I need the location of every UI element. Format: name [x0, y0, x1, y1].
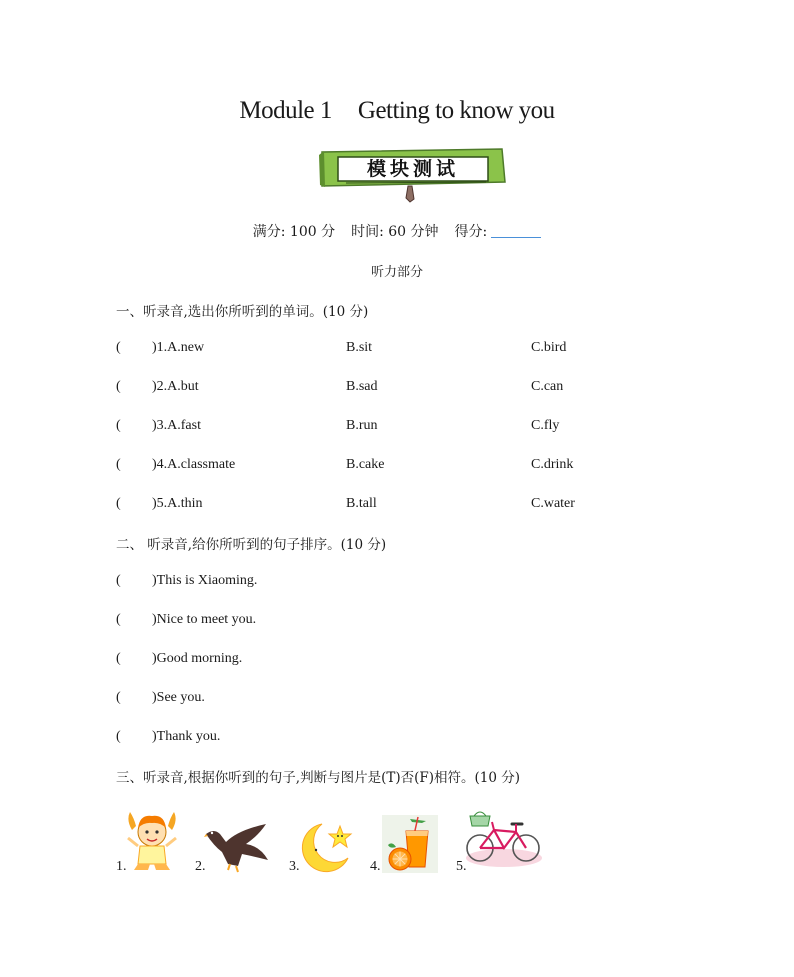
option-b: B.run	[346, 418, 378, 433]
answer-blank[interactable]: (	[116, 418, 121, 433]
option-c: C.bird	[531, 340, 567, 355]
answer-blank[interactable]: (	[116, 690, 121, 705]
option-a: )2.A.but	[152, 379, 199, 394]
option-c: C.fly	[531, 418, 560, 433]
option-b: B.sad	[346, 379, 378, 394]
picture-5-label: 5.	[456, 859, 467, 874]
full-marks: 满分: 100 分	[252, 224, 336, 240]
score-line	[0, 221, 794, 241]
cartoon-child-icon	[124, 808, 180, 874]
q2-item-3	[116, 651, 242, 667]
score-blank[interactable]	[491, 237, 541, 238]
option-a: )1.A.new	[152, 340, 205, 355]
answer-blank[interactable]: (	[116, 612, 121, 627]
answer-blank[interactable]: (	[116, 379, 121, 394]
sentence-text: )See you.	[152, 690, 205, 705]
module-label: Module 1	[239, 97, 332, 124]
banner-text: 模块测试	[366, 158, 459, 180]
picture-1-label: 1.	[116, 859, 127, 874]
sentence-text: )Good morning.	[152, 651, 243, 666]
option-c: C.drink	[531, 457, 574, 472]
page-title	[0, 97, 794, 125]
option-c: C.water	[531, 496, 575, 511]
answer-blank[interactable]: (	[116, 729, 121, 744]
bicycle-icon	[464, 806, 544, 868]
option-a: )5.A.thin	[152, 496, 203, 511]
q1-item-4	[116, 457, 716, 473]
question-3-title: 三、听录音,根据你听到的句子,判断与图片是(T)否(F)相符。(10 分)	[116, 770, 521, 786]
module-subtitle: Getting to know you	[357, 97, 555, 124]
picture-2-label: 2.	[195, 859, 206, 874]
moon-star-icon	[300, 820, 354, 874]
picture-3-label: 3.	[289, 859, 300, 874]
option-b: B.sit	[346, 340, 373, 355]
answer-blank[interactable]: (	[116, 457, 121, 472]
answer-blank[interactable]: (	[116, 573, 121, 588]
score-label: 得分:	[454, 224, 488, 240]
sentence-text: )Nice to meet you.	[152, 612, 257, 627]
option-c: C.can	[531, 379, 564, 394]
orange-juice-icon	[382, 815, 438, 873]
eagle-icon	[204, 820, 270, 874]
question-1-title: 一、听录音,选出你所听到的单词。(10 分)	[116, 304, 369, 320]
q2-item-5	[116, 729, 220, 745]
picture-4-label: 4.	[370, 859, 381, 874]
q2-item-4	[116, 690, 205, 706]
module-test-banner	[316, 146, 508, 204]
question-2-title: 二、 听录音,给你所听到的句子排序。(10 分)	[116, 537, 387, 553]
sentence-text: )This is Xiaoming.	[152, 573, 258, 588]
option-b: B.cake	[346, 457, 385, 472]
answer-blank[interactable]: (	[116, 651, 121, 666]
q1-item-1	[116, 340, 716, 356]
q2-item-1	[116, 573, 257, 589]
sentence-text: )Thank you.	[152, 729, 221, 744]
time-limit: 时间: 60 分钟	[351, 224, 439, 240]
option-a: )3.A.fast	[152, 418, 201, 433]
answer-blank[interactable]: (	[116, 496, 121, 511]
q1-item-5	[116, 496, 716, 512]
option-a: )4.A.classmate	[152, 457, 236, 472]
q2-item-2	[116, 612, 256, 628]
answer-blank[interactable]: (	[116, 340, 121, 355]
option-b: B.tall	[346, 496, 377, 511]
listening-part-heading: 听力部分	[370, 265, 423, 280]
q1-item-2	[116, 379, 716, 395]
q1-item-3	[116, 418, 716, 434]
